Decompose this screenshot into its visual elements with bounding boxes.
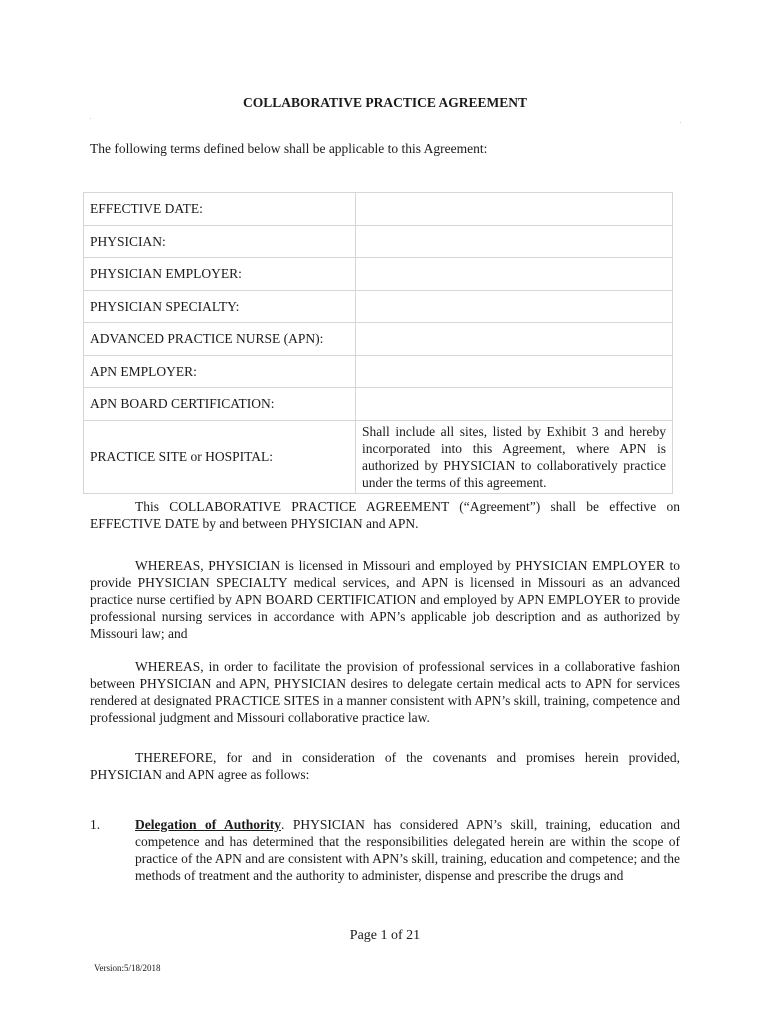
term-value bbox=[356, 290, 673, 323]
term-value bbox=[356, 355, 673, 388]
term-value bbox=[356, 258, 673, 291]
section-body bbox=[135, 816, 680, 884]
whereas-paragraph-2: WHEREAS, in order to facilitate the provision of professional services in a collaborative fashion between PHYSICIAN and APN, PHYSICIAN desires to delegate certain medical acts to APN for services rendered at designated PRACTICE SITES in a manner consistent with APN’s skill, training, competence and professional judgment and Missouri collaborative practice law. bbox=[90, 659, 680, 725]
term-label: PHYSICIAN: bbox=[84, 225, 356, 258]
section-text: PHYSICIAN has considered APN’s skill, training, education and competence and has determined that the responsibilities delegated herein are within the scope of practice of the APN and are consistent with APN’s skill, training, education and competence; and the methods of treatment and the authority to administer, dispense and prescribe the drugs and bbox=[135, 817, 680, 883]
term-label: APN EMPLOYER: bbox=[84, 355, 356, 388]
whereas-paragraph-1: WHEREAS, PHYSICIAN is licensed in Missouri and employed by PHYSICIAN EMPLOYER to provide PHYSICIAN SPECIALTY medical services, and APN is licensed in Missouri as an advanced practice nurse certified by APN BOARD CERTIFICATION and employed by APN EMPLOYER to provide professional nursing services in accordance with APN’s applicable job description and as authorized by Missouri law; and bbox=[90, 558, 680, 641]
table-row bbox=[84, 290, 673, 323]
table-row bbox=[84, 193, 673, 226]
term-label: APN BOARD CERTIFICATION: bbox=[84, 388, 356, 421]
term-label: PRACTICE SITE or HOSPITAL: bbox=[84, 420, 356, 493]
terms-table bbox=[83, 192, 673, 494]
scan-artifact bbox=[680, 122, 681, 123]
table-row bbox=[84, 420, 673, 493]
term-value bbox=[356, 323, 673, 356]
term-value: Shall include all sites, listed by Exhibit 3 and hereby incorporated into this Agreement, where APN is authorized by PHYSICIAN to collaboratively practice under the terms of this agreement. bbox=[356, 420, 673, 493]
term-value bbox=[356, 193, 673, 226]
intro-text: The following terms defined below shall be applicable to this Agreement: bbox=[90, 141, 488, 156]
page-number: Page 1 of 21 bbox=[349, 928, 421, 943]
term-label: PHYSICIAN SPECIALTY: bbox=[84, 290, 356, 323]
table-row bbox=[84, 323, 673, 356]
term-label: EFFECTIVE DATE: bbox=[84, 193, 356, 226]
term-value bbox=[356, 225, 673, 258]
term-value bbox=[356, 388, 673, 421]
section-1 bbox=[90, 816, 680, 884]
section-heading: Delegation of Authority bbox=[135, 817, 281, 832]
table-row bbox=[84, 355, 673, 388]
table-row bbox=[84, 225, 673, 258]
section-number: 1. bbox=[90, 817, 101, 832]
therefore-paragraph: THEREFORE, for and in consideration of the covenants and promises herein provided, PHYSICIAN and APN agree as follows: bbox=[90, 750, 680, 782]
term-label: ADVANCED PRACTICE NURSE (APN): bbox=[84, 323, 356, 356]
effective-paragraph: This COLLABORATIVE PRACTICE AGREEMENT (“Agreement”) shall be effective on EFFECTIVE DATE by and between PHYSICIAN and APN. bbox=[90, 499, 680, 531]
term-label: PHYSICIAN EMPLOYER: bbox=[84, 258, 356, 291]
section-heading-period: . bbox=[280, 817, 285, 832]
table-row bbox=[84, 258, 673, 291]
version-label: Version:5/18/2018 bbox=[94, 963, 161, 973]
table-row bbox=[84, 388, 673, 421]
document-title: COLLABORATIVE PRACTICE AGREEMENT bbox=[242, 95, 528, 110]
scan-artifact bbox=[90, 118, 91, 119]
